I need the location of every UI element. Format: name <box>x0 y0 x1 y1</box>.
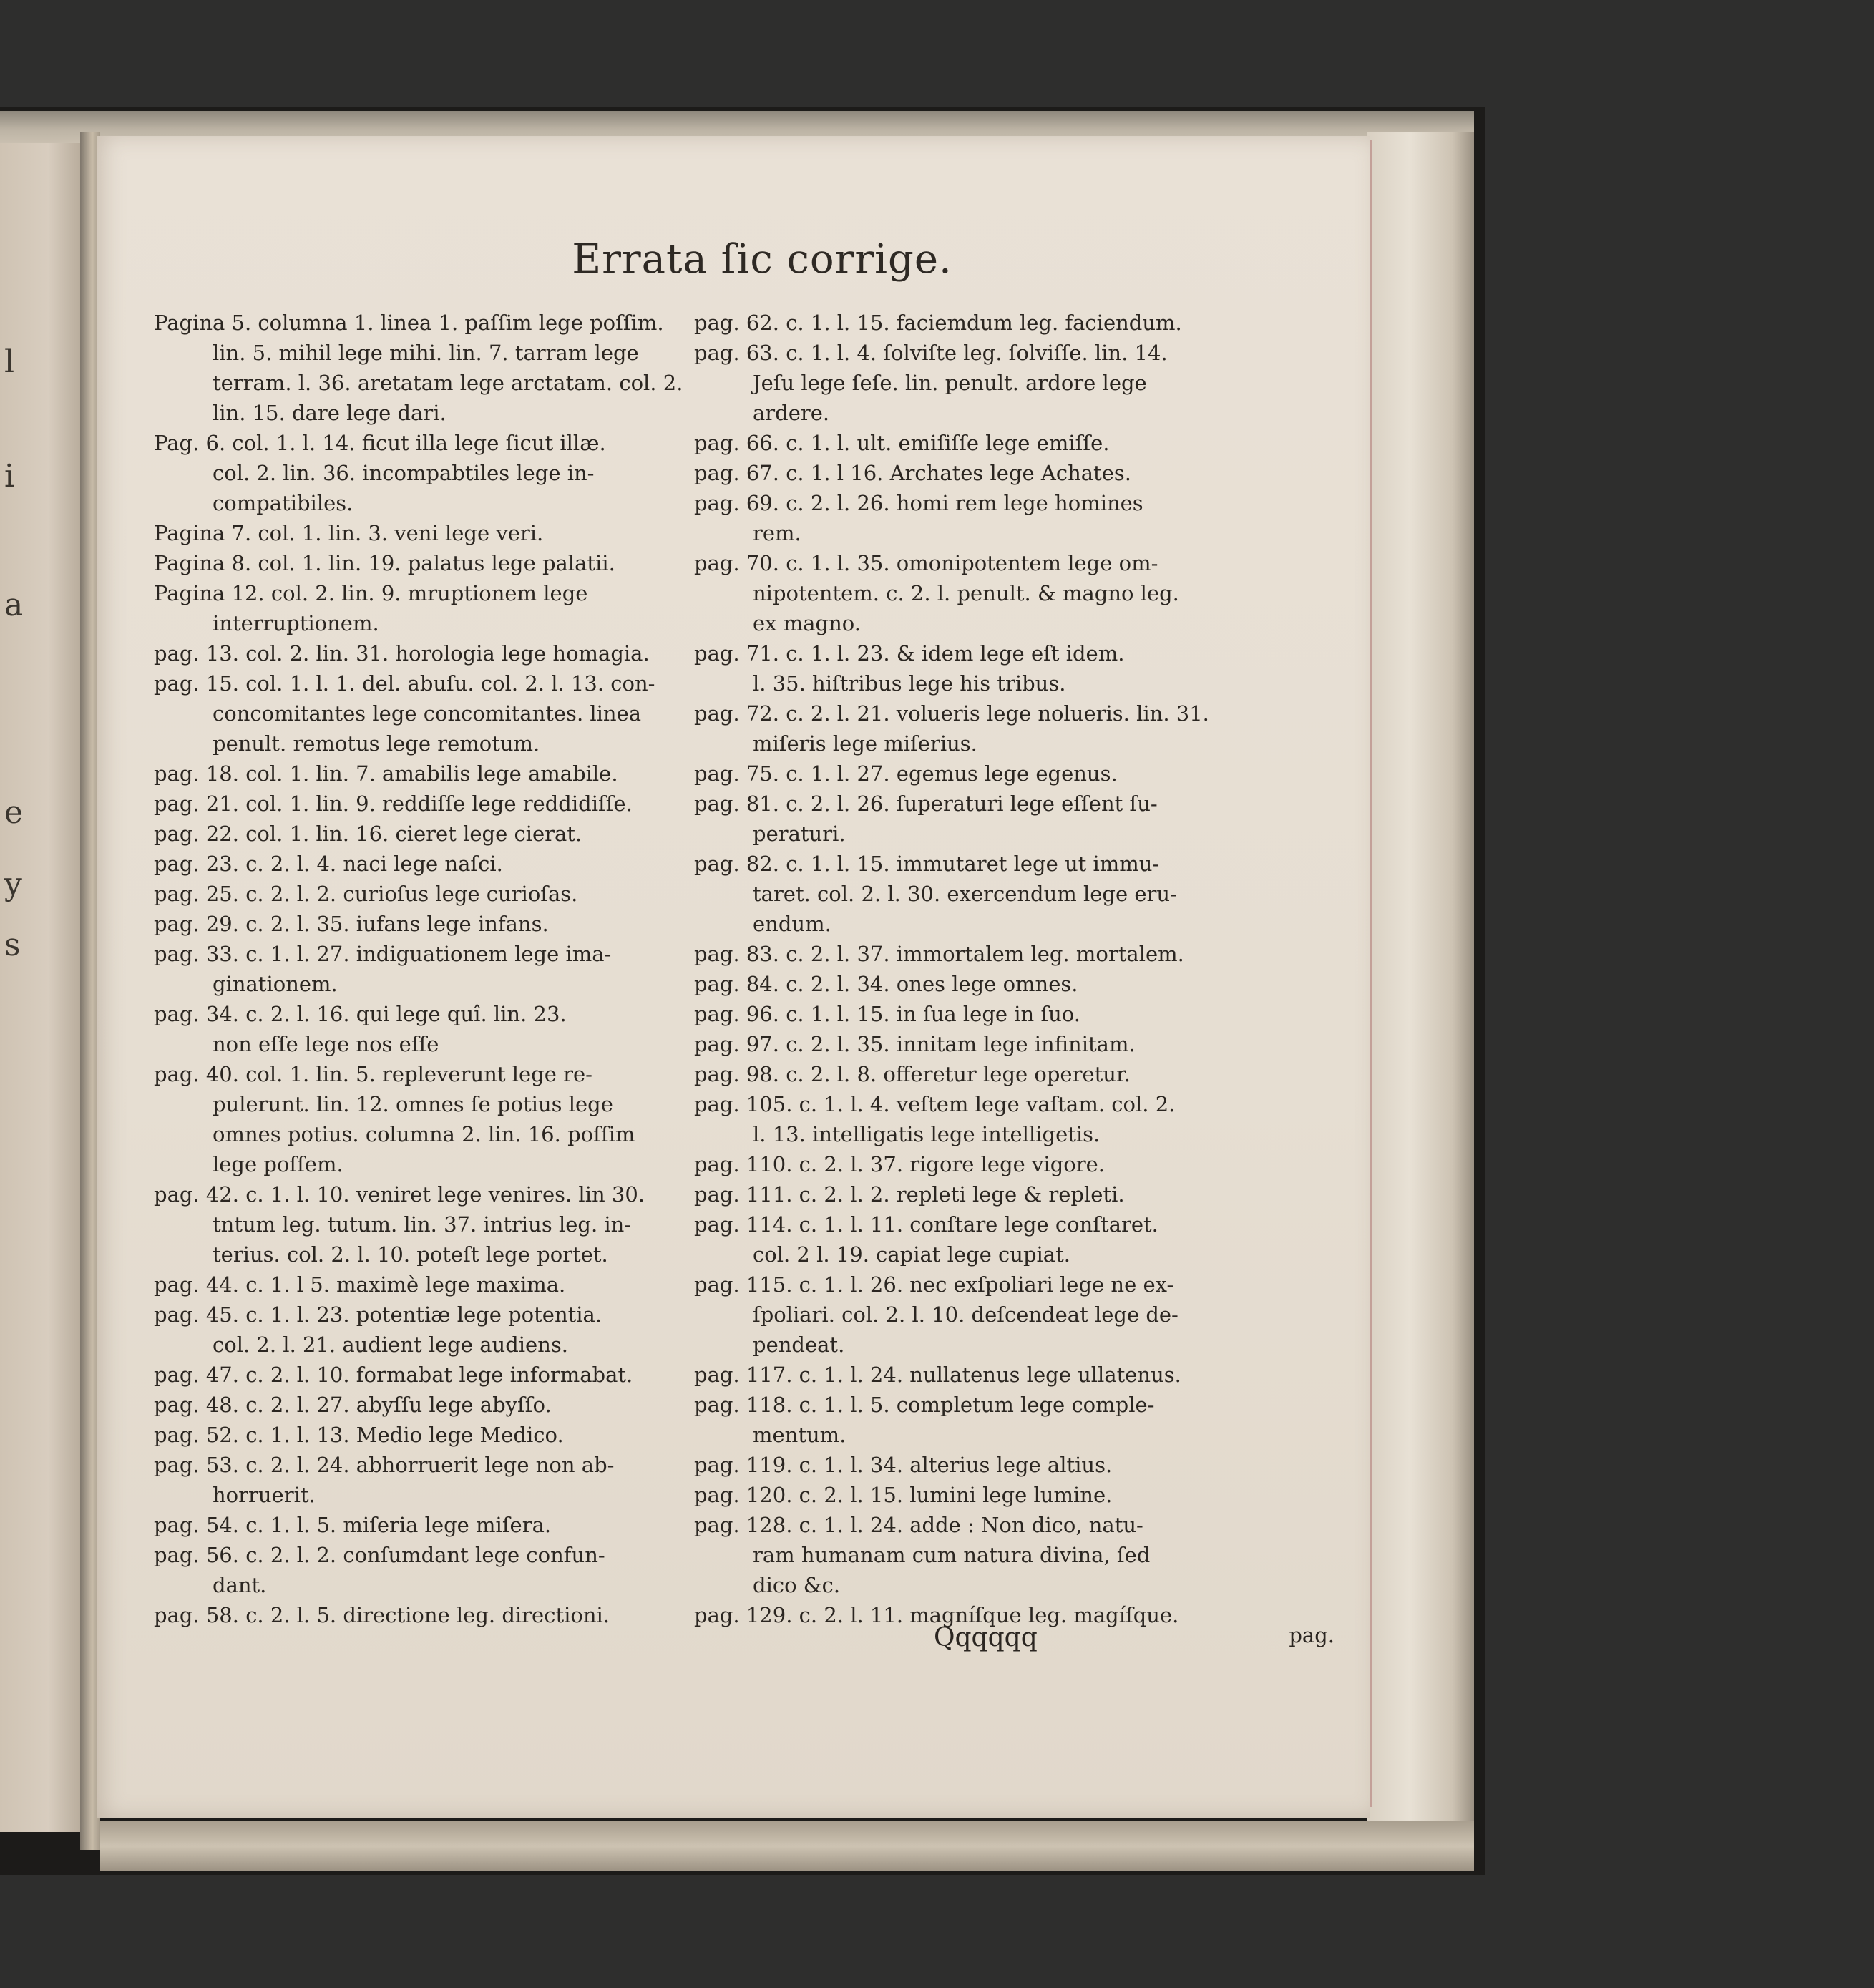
cover-bottom-edge <box>100 1821 1474 1871</box>
errata-column-right <box>694 308 1320 1630</box>
errata-entry-line: pag. 98. c. 2. l. 8. offeretur lege operetur. <box>694 1062 1131 1086</box>
errata-entry <box>694 1149 1320 1179</box>
errata-entry-line: pag. 45. c. 1. l. 23. potentiæ lege potentia. <box>154 1302 602 1327</box>
errata-entry-line: pag. 72. c. 2. l. 21. volueris lege nolueris. lin. 31. <box>694 701 1209 726</box>
errata-entry <box>694 1059 1320 1089</box>
errata-entry <box>154 999 748 1059</box>
errata-entry-line: pag. 40. col. 1. lin. 5. repleverunt lege re- <box>154 1062 592 1086</box>
errata-entry <box>694 999 1320 1029</box>
errata-entry <box>154 879 748 909</box>
errata-entry-line: pag. 128. c. 1. l. 24. adde : Non dico, natu- <box>694 1513 1143 1537</box>
errata-entry-continuation: ex magno. <box>753 611 861 635</box>
left-page-glyph: e <box>4 794 24 831</box>
errata-entry-line: pag. 53. c. 2. l. 24. abhorruerit lege non ab- <box>154 1453 615 1477</box>
errata-entry <box>694 1089 1320 1149</box>
errata-entry <box>154 1360 748 1390</box>
errata-entry-continuation: mentum. <box>753 1423 846 1447</box>
errata-entry-continuation: rem. <box>753 521 801 545</box>
errata-column-left <box>154 308 748 1630</box>
errata-entry-line: pag. 18. col. 1. lin. 7. amabilis lege amabile. <box>154 761 618 786</box>
errata-entry <box>154 1510 748 1540</box>
errata-entry <box>694 1179 1320 1209</box>
errata-entry-line: pag. 44. c. 1. l 5. maximè lege maxima. <box>154 1272 566 1297</box>
errata-entry <box>694 458 1320 488</box>
errata-entry <box>154 759 748 789</box>
errata-entry-line: pag. 58. c. 2. l. 5. directione leg. directioni. <box>154 1603 610 1627</box>
errata-entry-line: pag. 23. c. 2. l. 4. naci lege naſci. <box>154 852 503 876</box>
errata-entry <box>154 308 748 428</box>
errata-entry-line: Pag. 6. col. 1. l. 14. ficut illa lege ſicut illæ. <box>154 431 606 455</box>
errata-entry-line: pag. 34. c. 2. l. 16. qui lege quî. lin. 23. <box>154 1002 567 1026</box>
errata-entry-line: pag. 15. col. 1. l. 1. del. abuſu. col. 2. l. 13. con- <box>154 671 655 696</box>
errata-entry-continuation: l. 13. intelligatis lege intelligetis. <box>753 1122 1101 1146</box>
errata-entry-continuation: l. 35. hiſtribus lege his tribus. <box>753 671 1066 696</box>
errata-entry <box>154 638 748 668</box>
errata-page <box>97 136 1370 1818</box>
errata-entry-continuation: ginationem. <box>213 972 338 996</box>
errata-entry-line: pag. 119. c. 1. l. 34. alterius lege altius. <box>694 1453 1113 1477</box>
errata-entry-continuation: col. 2. lin. 36. incompabtiles lege in- <box>213 461 595 485</box>
errata-entry <box>154 548 748 578</box>
errata-entry <box>694 308 1320 338</box>
errata-entry-line: pag. 48. c. 2. l. 27. abyſſu lege abyſſo. <box>154 1393 552 1417</box>
errata-entry <box>154 1300 748 1360</box>
errata-entry <box>694 488 1320 548</box>
errata-entry-continuation: ardere. <box>753 401 830 425</box>
errata-entry-line: pag. 54. c. 1. l. 5. miſeria lege miſera. <box>154 1513 552 1537</box>
errata-entry-line: pag. 129. c. 2. l. 11. magníſque leg. magíſque. <box>694 1603 1179 1627</box>
errata-entry-line: pag. 71. c. 1. l. 23. & idem lege eſt idem. <box>694 641 1125 666</box>
errata-entry <box>154 668 748 759</box>
errata-entry-continuation: nipotentem. c. 2. l. penult. & magno leg. <box>753 581 1179 605</box>
errata-entry-continuation: pendeat. <box>753 1332 845 1357</box>
left-facing-page <box>0 143 83 1832</box>
errata-entry-continuation: miſeris lege miſerius. <box>753 731 977 756</box>
errata-entry-line: pag. 110. c. 2. l. 37. rigore lege vigore. <box>694 1152 1105 1176</box>
errata-entry <box>154 518 748 548</box>
errata-entry-line: pag. 96. c. 1. l. 15. in ſua lege in ſuo. <box>694 1002 1081 1026</box>
errata-entry-continuation: terius. col. 2. l. 10. poteſt lege portet. <box>213 1242 608 1267</box>
errata-entry-continuation: concomitantes lege concomitantes. linea <box>213 701 642 726</box>
errata-entry-continuation: terram. l. 36. aretatam lege arctatam. col. 2. <box>213 371 683 395</box>
errata-entry <box>694 1480 1320 1510</box>
errata-entry <box>154 789 748 819</box>
errata-entry <box>154 1540 748 1600</box>
left-page-glyph: y <box>4 866 22 902</box>
errata-entry-continuation: lege poſſem. <box>213 1152 343 1176</box>
errata-entry-continuation: col. 2 l. 19. capiat lege cupiat. <box>753 1242 1070 1267</box>
errata-entry <box>154 939 748 999</box>
errata-entry-line: pag. 75. c. 1. l. 27. egemus lege egenus. <box>694 761 1118 786</box>
errata-entry-line: pag. 29. c. 2. l. 35. iufans lege infans. <box>154 912 549 936</box>
errata-entry-continuation: omnes potius. columna 2. lin. 16. poſſim <box>213 1122 635 1146</box>
errata-entry <box>694 1510 1320 1600</box>
errata-entry-continuation: compatibiles. <box>213 491 353 515</box>
errata-entry <box>154 578 748 638</box>
errata-entry <box>694 548 1320 638</box>
errata-entry-line: Pagina 7. col. 1. lin. 3. veni lege veri. <box>154 521 544 545</box>
errata-entry-continuation: tntum leg. tutum. lin. 37. intrius leg. in- <box>213 1212 632 1237</box>
errata-entry <box>694 698 1320 759</box>
errata-entry-line: pag. 66. c. 1. l. ult. emiſiſſe lege emiſſe. <box>694 431 1110 455</box>
errata-entry <box>694 939 1320 969</box>
errata-entry <box>694 1360 1320 1390</box>
errata-entry-line: pag. 97. c. 2. l. 35. innitam lege infinitam. <box>694 1032 1136 1056</box>
errata-entry <box>694 759 1320 789</box>
errata-entry-line: pag. 118. c. 1. l. 5. completum lege comple- <box>694 1393 1155 1417</box>
left-page-glyph: l <box>4 343 15 380</box>
errata-entry-line: pag. 13. col. 2. lin. 31. horologia lege homagia. <box>154 641 650 666</box>
errata-entry-line: pag. 33. c. 1. l. 27. indiguationem lege ima- <box>154 942 612 966</box>
page-footer <box>834 1623 1334 1659</box>
errata-entry-line: pag. 22. col. 1. lin. 16. cieret lege cierat. <box>154 822 582 846</box>
errata-entry <box>154 909 748 939</box>
errata-entry-continuation: ram humanam cum natura divina, ſed <box>753 1543 1151 1567</box>
left-page-glyph: a <box>4 587 24 623</box>
errata-entry <box>694 849 1320 939</box>
errata-entry <box>694 969 1320 999</box>
errata-entry <box>694 1029 1320 1059</box>
errata-entry-line: Pagina 8. col. 1. lin. 19. palatus lege palatii. <box>154 551 615 575</box>
errata-entry <box>694 1209 1320 1270</box>
errata-entry-line: pag. 69. c. 2. l. 26. homi rem lege homines <box>694 491 1143 515</box>
left-page-glyph: s <box>4 927 21 963</box>
errata-entry-line: pag. 62. c. 1. l. 15. faciemdum leg. faciendum. <box>694 311 1182 335</box>
errata-entry <box>694 1390 1320 1450</box>
errata-entry-continuation: lin. 5. mihil lege mihi. lin. 7. tarram lege <box>213 341 639 365</box>
errata-entry-line: pag. 63. c. 1. l. 4. ſolviſte leg. ſolviſſe. lin. 14. <box>694 341 1168 365</box>
errata-entry-line: pag. 67. c. 1. l 16. Archates lege Achates. <box>694 461 1131 485</box>
errata-entry-line: pag. 115. c. 1. l. 26. nec exſpoliari lege ne ex- <box>694 1272 1174 1297</box>
errata-entry-line: pag. 21. col. 1. lin. 9. reddiſſe lege reddidiſſe. <box>154 791 633 816</box>
errata-entry <box>154 1059 748 1179</box>
errata-entry <box>694 428 1320 458</box>
errata-entry <box>694 1270 1320 1360</box>
errata-entry-continuation: peraturi. <box>753 822 846 846</box>
errata-entry-line: pag. 82. c. 1. l. 15. immutaret lege ut immu- <box>694 852 1160 876</box>
errata-entry-line: pag. 120. c. 2. l. 15. lumini lege lumine. <box>694 1483 1113 1507</box>
errata-entry-line: pag. 56. c. 2. l. 2. conſumdant lege confun- <box>154 1543 605 1567</box>
errata-entry-continuation: ſpoliari. col. 2. l. 10. deſcendeat lege de- <box>753 1302 1178 1327</box>
errata-entry-line: pag. 42. c. 1. l. 10. veniret lege venires. lin 30. <box>154 1182 645 1207</box>
errata-entry <box>694 789 1320 849</box>
errata-entry-continuation: Jeſu lege ſeſe. lin. penult. ardore lege <box>753 371 1147 395</box>
errata-entry-line: pag. 83. c. 2. l. 37. immortalem leg. mortalem. <box>694 942 1184 966</box>
errata-entry-line: pag. 111. c. 2. l. 2. repleti lege & repleti. <box>694 1182 1125 1207</box>
errata-entry-line: pag. 84. c. 2. l. 34. ones lege omnes. <box>694 972 1078 996</box>
errata-entry-continuation: non eſſe lege nos eſſe <box>213 1032 439 1056</box>
catchword: pag. <box>1289 1623 1334 1647</box>
errata-entry <box>154 1450 748 1510</box>
errata-entry <box>154 1600 748 1630</box>
errata-entry-continuation: lin. 15. dare lege dari. <box>213 401 446 425</box>
errata-entry-continuation: pulerunt. lin. 12. omnes ſe potius lege <box>213 1092 613 1116</box>
errata-entry-line: Pagina 12. col. 2. lin. 9. mruptionem lege <box>154 581 588 605</box>
errata-entry-continuation: horruerit. <box>213 1483 316 1507</box>
errata-entry-continuation: col. 2. l. 21. audient lege audiens. <box>213 1332 568 1357</box>
signature-mark: Qqqqqq <box>934 1623 1038 1652</box>
errata-entry-continuation: endum. <box>753 912 831 936</box>
errata-entry-line: Pagina 5. columna 1. linea 1. paſſim lege poſſim. <box>154 311 664 335</box>
errata-entry-continuation: dico &c. <box>753 1573 841 1597</box>
errata-entry-line: pag. 47. c. 2. l. 10. formabat lege informabat. <box>154 1363 633 1387</box>
page-title: Errata ſic corrige. <box>572 236 952 283</box>
errata-entry <box>154 1390 748 1420</box>
errata-entry <box>694 638 1320 698</box>
errata-entry-line: pag. 25. c. 2. l. 2. curioſus lege curioſas. <box>154 882 578 906</box>
errata-entry-continuation: interruptionem. <box>213 611 379 635</box>
errata-entry-line: pag. 70. c. 1. l. 35. omonipotentem lege om- <box>694 551 1158 575</box>
errata-entry <box>694 1450 1320 1480</box>
errata-entry <box>154 819 748 849</box>
errata-entry-line: pag. 105. c. 1. l. 4. veſtem lege vaſtam. col. 2. <box>694 1092 1176 1116</box>
page-edge-line <box>1370 140 1372 1807</box>
errata-entry <box>694 338 1320 428</box>
errata-entry <box>154 849 748 879</box>
errata-entry-continuation: penult. remotus lege remotum. <box>213 731 540 756</box>
errata-entry-line: pag. 114. c. 1. l. 11. conſtare lege conſtaret. <box>694 1212 1158 1237</box>
errata-entry-continuation: taret. col. 2. l. 30. exercendum lege eru- <box>753 882 1177 906</box>
errata-entry-line: pag. 81. c. 2. l. 26. ſuperaturi lege eſſent ſu- <box>694 791 1158 816</box>
left-page-glyph: i <box>4 458 15 494</box>
errata-entry <box>154 1270 748 1300</box>
page-stack-edge <box>1367 132 1474 1864</box>
errata-entry <box>154 1420 748 1450</box>
errata-entry-line: pag. 117. c. 1. l. 24. nullatenus lege ullatenus. <box>694 1363 1181 1387</box>
errata-entry <box>154 428 748 518</box>
errata-entry <box>154 1179 748 1270</box>
errata-entry-line: pag. 52. c. 1. l. 13. Medio lege Medico. <box>154 1423 564 1447</box>
errata-entry-continuation: dant. <box>213 1573 267 1597</box>
